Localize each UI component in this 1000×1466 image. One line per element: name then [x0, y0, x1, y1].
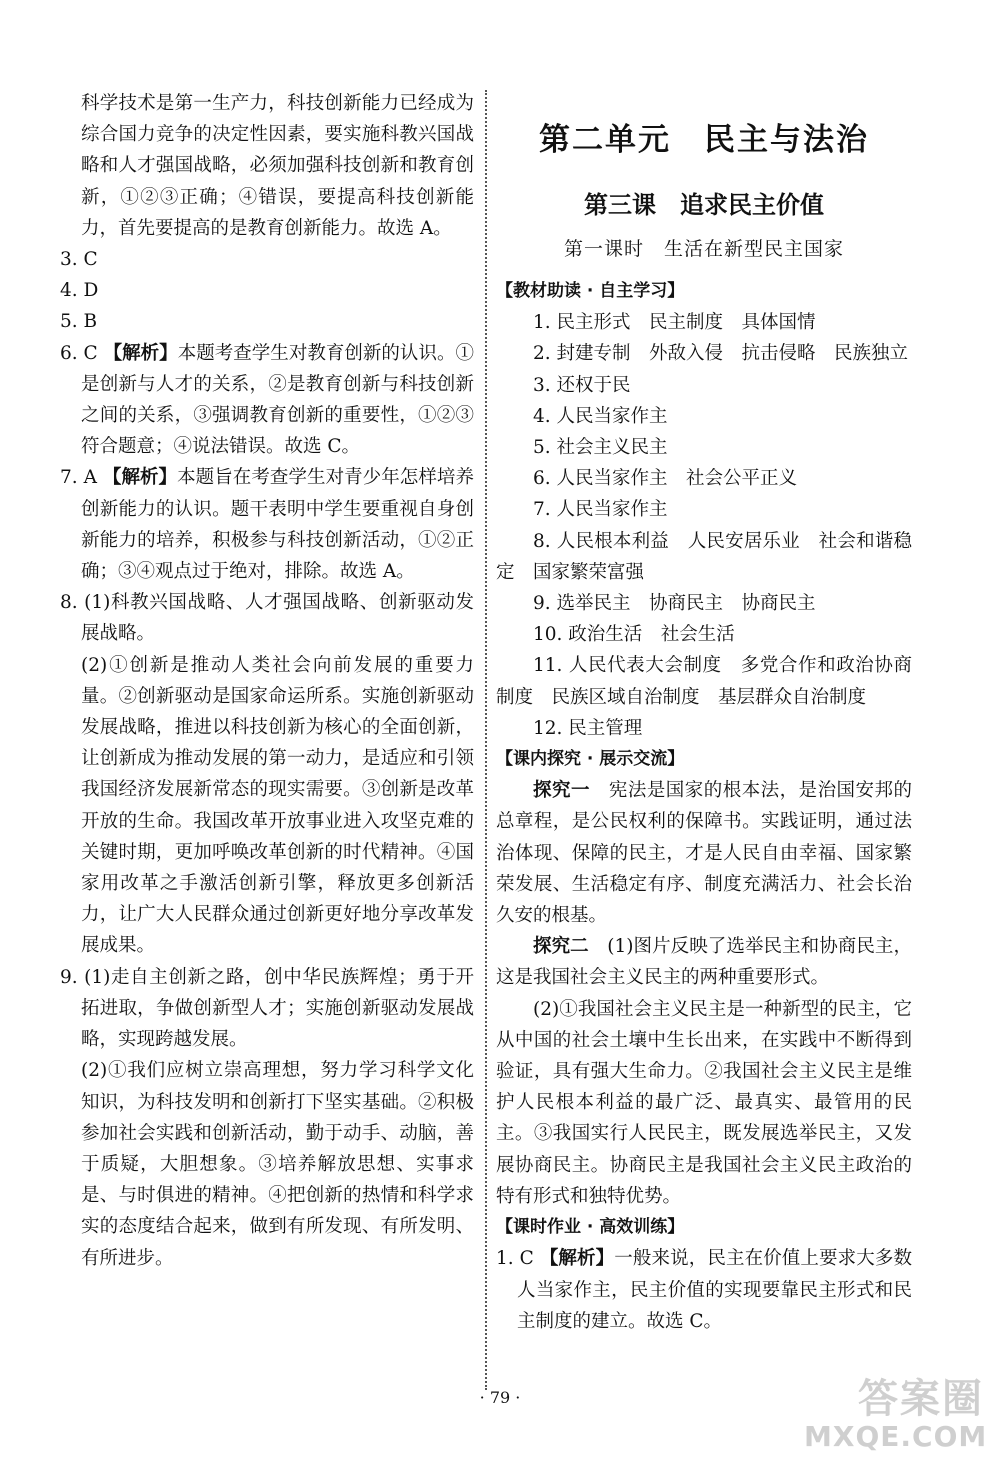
right-column: [496, 88, 912, 1337]
answer-9-part2: (2)①我们应树立崇高理想，努力学习科学文化知识，为科技发明和创新打下坚实基础。②积极参加社会实践和创新活动，勤于动手、动脑，善于质疑，大胆想象。③培养解放思想、实事求是、与时俱进的精神。④把创新的热情和科学求实的态度结合起来，做到有所发现、有所发明、有所进步。: [81, 1060, 474, 1269]
period-title: 第一课时 生活在新型民主国家: [563, 238, 844, 260]
page-number: · 79 ·: [479, 1388, 521, 1407]
explore-2-tag: 探究二: [533, 936, 589, 958]
column-divider: [485, 90, 487, 1390]
answer-6-tag: 【解析】: [103, 342, 178, 364]
answer-6-num: 6. C: [60, 342, 98, 364]
answer-8-part1: 8. (1)科教兴国战略、人才强国战略、创新驱动发展战略。: [60, 592, 474, 645]
answer-8-part2: (2)①创新是推动人类社会向前发展的重要力量。②创新驱动是国家命运所系。实施创新驱动发展战略，推进以科技创新为核心的全面创新，让创新成为推动发展的第一动力，是适应和引领我国经济发展新常态的现实需要。③创新是改革开放的生命。我国改革开放事业进入攻坚克难的关键时期，更加呼唤改革创新的时代精神。④国家用改革之手激活创新引擎，释放更多创新活力，让广大人民群众通过创新更好地分享改革发展成果。: [81, 654, 474, 957]
item-2: 2. 封建专制 外敌入侵 抗击侵略 民族独立: [533, 343, 909, 365]
answer-7-text: 本题旨在考查学生对青少年怎样培养创新能力的认识。题干表明中学生要重视自身创新能力的培养，积极参与科技创新活动，①②正确；③④观点过于绝对，排除。故选 A。: [81, 467, 474, 583]
item-4: 4. 人民当家作主: [533, 405, 668, 427]
homework-1-num: 1. C: [496, 1248, 534, 1270]
homework-1-tag: 【解析】: [539, 1248, 615, 1270]
homework-1-text: 一般来说，民主在价值上要求大多数人当家作主，民主价值的实现要靠民主形式和民主制度的建立。故选 C。: [517, 1248, 912, 1332]
watermark-logo: [804, 1376, 988, 1453]
watermark-line1: 答案圈: [858, 1376, 984, 1422]
item-9: 9. 选举民主 协商民主 协商民主: [533, 593, 816, 615]
section-heading-study: 【教材助读 · 自主学习】: [496, 281, 685, 301]
answer-5: 5. B: [60, 311, 98, 333]
lesson-title: 第三课 追求民主价值: [584, 191, 824, 219]
continued-answer: 科学技术是第一生产力，科技创新能力已经成为综合国力竞争的决定性因素，要实施科教兴国战略和人才强国战略，必须加强科技创新和教育创新，①②③正确；④错误，要提高科技创新能力，首先要提高的是教育创新能力。故选 A。: [81, 93, 474, 239]
watermark-line2: MXQE.COM: [804, 1420, 988, 1453]
explore-2-part2: (2)①我国社会主义民主是一种新型的民主，它从中国的社会土壤中生长出来，在实践中不断得到验证，具有强大生命力。②我国社会主义民主是维护人民根本利益的最广泛、最真实、最管用的民主。③我国实行人民民主，既发展选举民主，又发展协商民主。协商民主是我国社会主义民主政治的特有形式和独特优势。: [496, 998, 912, 1207]
unit-title: 第二单元 民主与法治: [539, 122, 869, 158]
answer-9-part1: 9. (1)走自主创新之路，创中华民族辉煌；勇于开拓进取，争做创新型人才；实施创新驱动发展战略，实现跨越发展。: [60, 966, 474, 1051]
item-6: 6. 人民当家作主 社会公平正义: [533, 468, 798, 490]
item-5: 5. 社会主义民主: [533, 437, 668, 459]
answer-7-tag: 【解析】: [102, 467, 178, 489]
answer-6-text: 本题考查学生对教育创新的认识。①是创新与人才的关系，②是教育创新与科技创新之间的关系，③强调教育创新的重要性，①②③符合题意；④说法错误。故选 C。: [81, 342, 474, 458]
item-1: 1. 民主形式 民主制度 具体国情: [533, 312, 816, 334]
explore-1-text: 宪法是国家的根本法，是治国安邦的总章程，是公民权利的保障书。实践证明，通过法治体现、保障的民主，才是人民自由幸福、国家繁荣发展、生活稳定有序、制度充满活力、社会长治久安的根基。: [496, 780, 912, 927]
explore-1: [496, 775, 912, 931]
homework-1: [496, 1243, 912, 1337]
answer-3: 3. C: [60, 249, 98, 271]
left-column: [60, 88, 474, 1274]
item-10: 10. 政治生活 社会生活: [533, 624, 735, 646]
item-3: 3. 还权于民: [533, 374, 631, 396]
section-heading-homework: 【课时作业 · 高效训练】: [496, 1217, 685, 1238]
explore-2-text: (1)图片反映了选举民主和协商民主，这是我国社会主义民主的两种重要形式。: [496, 936, 912, 989]
answer-6: [60, 338, 474, 463]
explore-2: [496, 931, 912, 993]
item-11: 11. 人民代表大会制度 多党合作和政治协商制度 民族区域自治制度 基层群众自治制度: [496, 655, 912, 708]
item-8: 8. 人民根本利益 人民安居乐业 社会和谐稳定 国家繁荣富强: [496, 530, 912, 583]
answer-7: [60, 462, 474, 587]
item-7: 7. 人民当家作主: [533, 499, 668, 521]
answer-4: 4. D: [60, 280, 99, 302]
item-12: 12. 民主管理: [533, 717, 643, 739]
section-heading-explore: 【课内探究 · 展示交流】: [496, 749, 685, 770]
explore-1-tag: 探究一: [533, 780, 590, 802]
answer-7-num: 7. A: [60, 467, 97, 489]
